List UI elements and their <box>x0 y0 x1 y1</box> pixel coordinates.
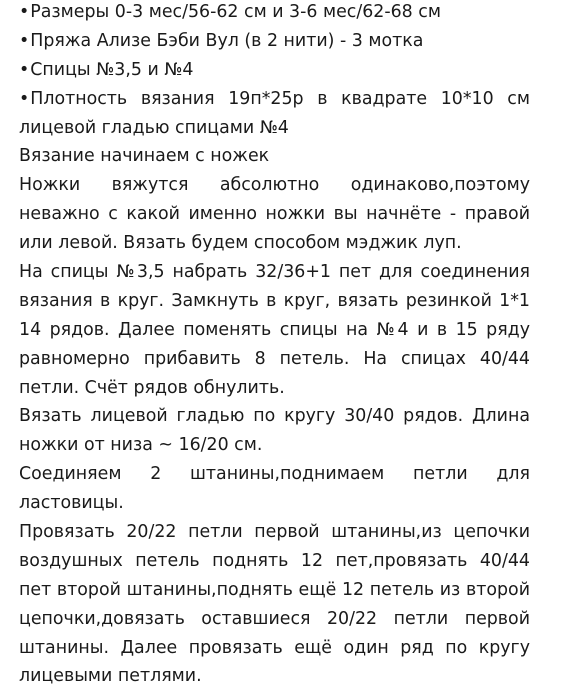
bullet-text: Размеры 0-3 мес/56-62 см и 3-6 мес/62-68 см <box>30 2 441 22</box>
bullet-text: Спицы №3,5 и №4 <box>30 59 194 80</box>
text-line: неважно с какой именно ножки вы начнёте - правой <box>19 204 530 225</box>
text-line: Ножки вяжутся абсолютно одинаково,поэтому <box>19 175 530 196</box>
section-heading: Вязание начинаем с ножек <box>19 146 270 167</box>
document-text <box>19 0 530 691</box>
text-line: лицевыми петлями. <box>19 666 202 687</box>
bullet-marker: • <box>19 2 30 22</box>
text-line: или левой. Вязать будем способом мэджик луп. <box>19 233 462 254</box>
text-line: равномерно прибавить 8 петель. На спицах 40/44 <box>19 348 530 369</box>
bullet-marker: • <box>19 30 30 51</box>
bullet-marker: • <box>19 88 30 109</box>
text-line: пет второй штанины,поднять ещё 12 петель из второй <box>19 579 530 600</box>
bullet-text: Плотность вязания 19п*25р в квадрате 10*10 см <box>30 88 530 109</box>
text-line: вязания в круг. Замкнуть в круг, вязать резинкой 1*1 <box>19 290 530 311</box>
bullet-marker: • <box>19 59 30 80</box>
bullet-item-needles <box>19 56 530 85</box>
bullet-item-sizes <box>19 0 530 27</box>
text-line: Вязать лицевой гладью по кругу 30/40 рядов. Длина <box>19 406 530 427</box>
bullet-text: Пряжа Ализе Бэби Вул (в 2 нити) - 3 мотка <box>30 30 424 51</box>
text-line: ластовицы. <box>19 493 124 514</box>
text-line: штанины. Далее провязать ещё один ряд по кругу <box>19 637 530 658</box>
text-line: Соединяем 2 штанины,поднимаем петли для <box>19 464 530 485</box>
bullet-item-yarn <box>19 27 530 56</box>
text-line: петли. Счёт рядов обнулить. <box>19 377 285 398</box>
text-line: лицевой гладью спицами №4 <box>19 117 289 138</box>
bullet-item-gauge <box>19 85 530 114</box>
text-line: воздушных петель поднять 12 пет,провязать 40/44 <box>19 550 530 571</box>
text-line: ножки от низа ~ 16/20 см. <box>19 435 263 456</box>
text-line: 14 рядов. Далее поменять спицы на №4 и в 15 ряду <box>19 319 530 340</box>
text-line: Провязать 20/22 петли первой штанины,из цепочки <box>19 522 530 543</box>
text-line: На спицы №3,5 набрать 32/36+1 пет для соединения <box>19 262 530 283</box>
text-line: цепочки,довязать оставшиеся 20/22 петли первой <box>19 608 530 629</box>
